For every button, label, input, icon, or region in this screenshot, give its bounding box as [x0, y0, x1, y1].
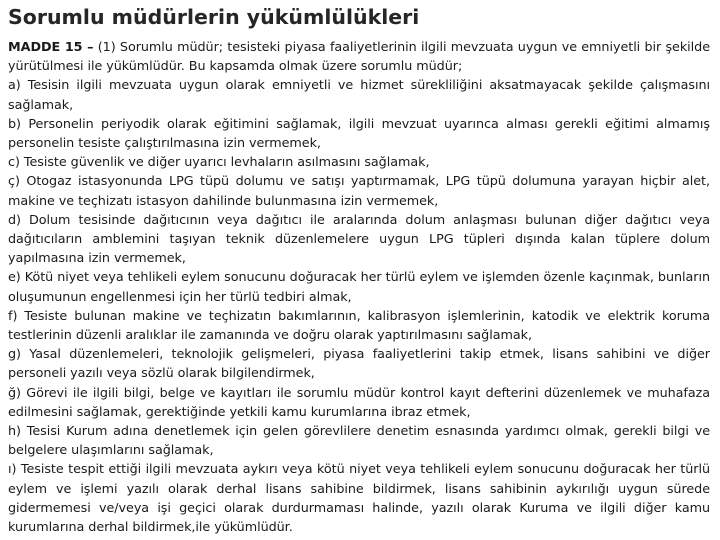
list-item-g: g) Yasal düzenlemeleri, teknolojik gelişmeleri, piyasa faaliyetlerini takip etmek, lisans sahibini ve diğer personeli yazılı veya sözlü olarak bilgilendirmek,	[8, 347, 710, 382]
list-item-d: d) Dolum tesisinde dağıtıcının veya dağıtıcı ile aralarında dolum anlaşması bulunan diğer dağıtıcı veya dağıtıcıların amblemini taşıyan teknik düzenlemelere uygun LPG tüpleri dışında kalan tüplere dolum yapılmasına izin vermemek,	[8, 212, 710, 267]
intro-text: (1) Sorumlu müdür; tesisteki piyasa faaliyetlerinin ilgili mevzuata uygun ve emniyetli bir şekilde yürütülmesi ile yükümlüdür. Bu kapsamda olmak üzere sorumlu müdür;	[8, 40, 710, 75]
list-item-h: h) Tesisi Kurum adına denetlemek için gelen görevlilere denetim esnasında yardımcı olmak, gerekli bilgi ve belgelere ulaşımlarını sağlamak,	[8, 424, 710, 459]
list-item-e: e) Kötü niyet veya tehlikeli eylem sonucunu doğuracak her türlü eylem ve işlemden özenle kaçınmak, bunların oluşumunun engellenmesi için her türlü tedbiri almak,	[8, 270, 710, 305]
list-item-i: ı) Tesiste tespit ettiği ilgili mevzuata aykırı veya kötü niyet veya tehlikeli eylem sonucunu doğuracak her türlü eylem ve işlemi yazılı olarak derhal lisans sahibine bildirmek, lisans sahibinin aykırılığı uygun sürede gidermemesi ve/veya işi geçici olarak durdurmaması halinde, yazılı olarak Kuruma ve ilgili diğer kamu kurumlarına derhal bildirmek,ile yükümlüdür.	[8, 462, 710, 536]
list-item-gg: ğ) Görevi ile ilgili bilgi, belge ve kayıtları ile sorumlu müdür kontrol kayıt defterini düzenlemek ve muhafaza edilmesini sağlamak, gerektiğinde yetkili kamu kurumlarına ibraz etmek,	[8, 385, 710, 420]
document-title: Sorumlu müdürlerin yükümlülükleri	[8, 5, 420, 29]
list-item-a: a) Tesisin ilgili mevzuata uygun olarak emniyetli ve hizmet sürekliliğini aksatmayacak şekilde çalışmasını sağlamak,	[8, 78, 710, 113]
list-item-b: b) Personelin periyodik olarak eğitimini sağlamak, ilgili mevzuat uyarınca alması gerekli eğitimi almamış personelin tesiste çalıştırılmasına izin vermemek,	[8, 116, 710, 152]
list-item-c: c) Tesiste güvenlik ve diğer uyarıcı levhaların asılmasını sağlamak,	[8, 155, 430, 171]
list-item-cc: ç) Otogaz istasyonunda LPG tüpü dolumu ve satışı yaptırmamak, LPG tüpü dolumuna yarayan hiçbir alet, makine ve teçhizatı istasyon dahilinde bulunmasına izin vermemek,	[8, 174, 710, 209]
article-lead: MADDE 15 –	[8, 40, 94, 55]
list-item-f: f) Tesiste bulunan makine ve teçhizatın bakımlarının, kalibrasyon işlemlerinin, katodik ve elektrik koruma testlerinin düzenli aralıklar ile zamanında ve doğru olarak yaptırılmasını sağlamak,	[8, 308, 710, 344]
intro-paragraph	[8, 38, 710, 76]
